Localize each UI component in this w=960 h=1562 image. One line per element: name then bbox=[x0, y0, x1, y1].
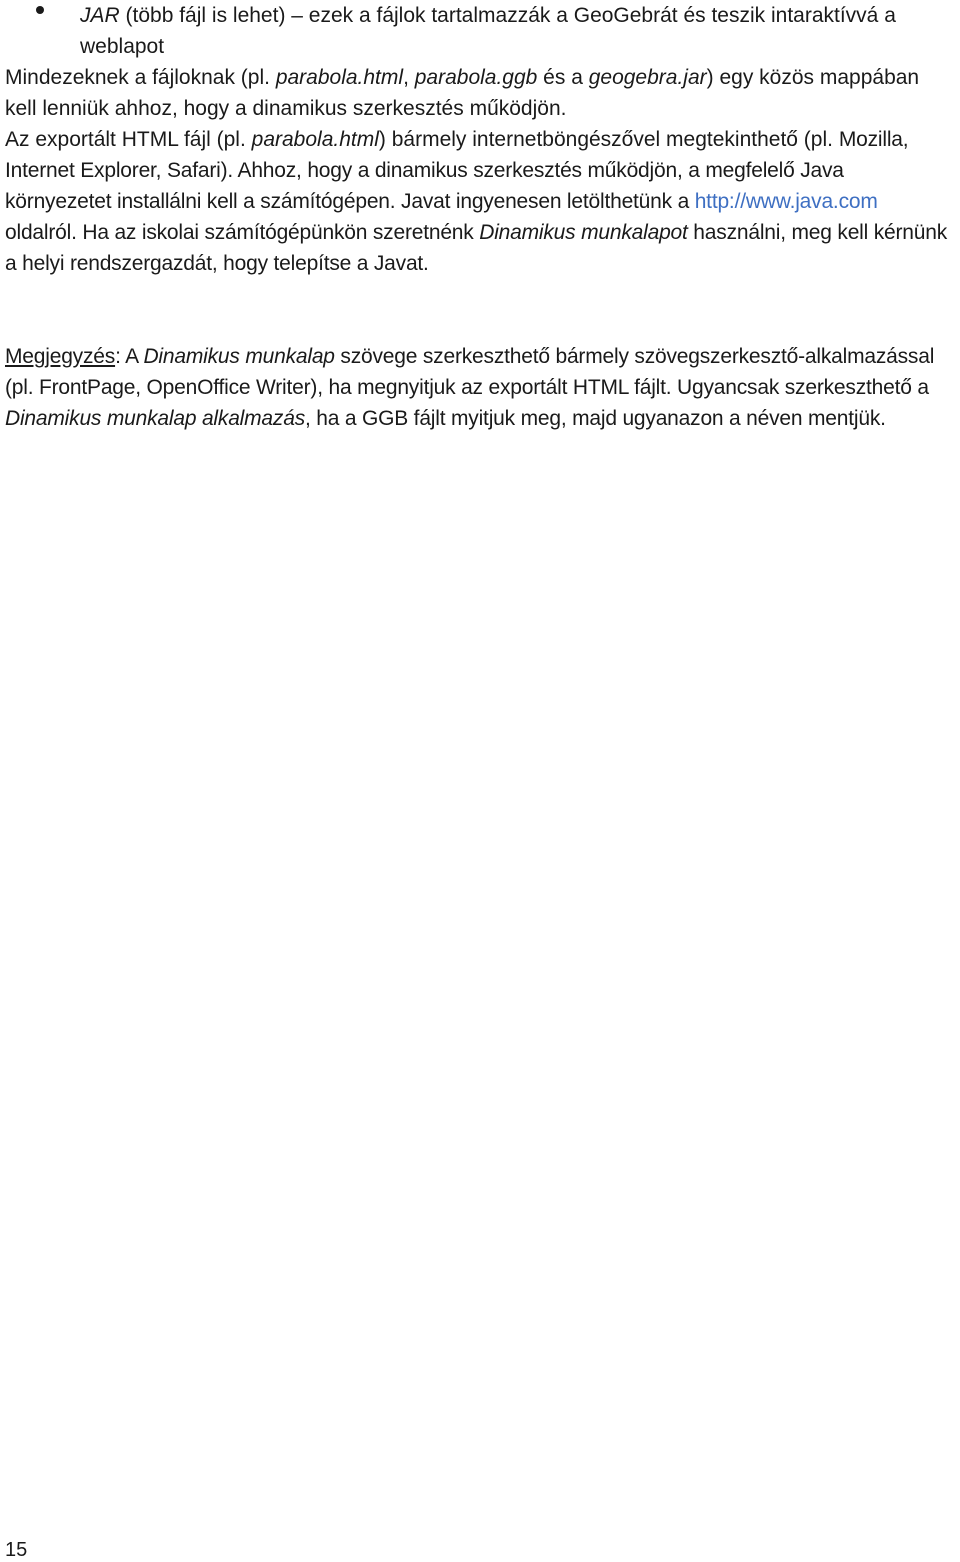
paragraph-note: Megjegyzés: A Dinamikus munkalap szövege szerkeszthető bármely szövegszerkesztő-alkalmazással (pl. FrontPage, OpenOffice Writer), ha megnyitjuk az exportált HTML fájlt. Ugyancsak szerkeszthető a Dinamikus munkalap alkalmazás, ha a GGB fájlt myitjuk meg, majd ugyanazon a néven mentjük. bbox=[5, 345, 935, 430]
paragraph-browser-java: Az exportált HTML fájl (pl. parabola.html) bármely internetböngészővel megtekinthető (pl. Mozilla, Internet Explorer, Safari). Ahhoz, hogy a dinamikus szerkesztés működjön, a megfelelő Java környezetet installálni kell a számítógépen. Javat ingyenesen letölthetünk a http://www.java.com oldalról. Ha az iskolai számítógépünkön szeretnénk Dinamikus munkalapot használni, meg kell kérnünk a helyi rendszergazdát, hogy telepítse a Javat. bbox=[5, 128, 948, 275]
list-item-text: JAR (több fájl is lehet) – ezek a fájlok tartalmazzák a GeoGebrát és teszik intaraktívvá a weblapot bbox=[80, 4, 896, 58]
jar-term: JAR bbox=[80, 4, 120, 27]
bullet-dot-icon bbox=[36, 6, 44, 14]
paragraph-file-location: Mindezeknek a fájloknak (pl. parabola.html, parabola.ggb és a geogebra.jar) egy közös mappában kell lenniük ahhoz, hogy a dinamikus szerkesztés működjön. bbox=[5, 66, 920, 120]
note-label: Megjegyzés bbox=[5, 345, 116, 368]
page-number: 15 bbox=[5, 1539, 28, 1561]
java-download-link[interactable]: http://www.java.com bbox=[694, 190, 878, 213]
